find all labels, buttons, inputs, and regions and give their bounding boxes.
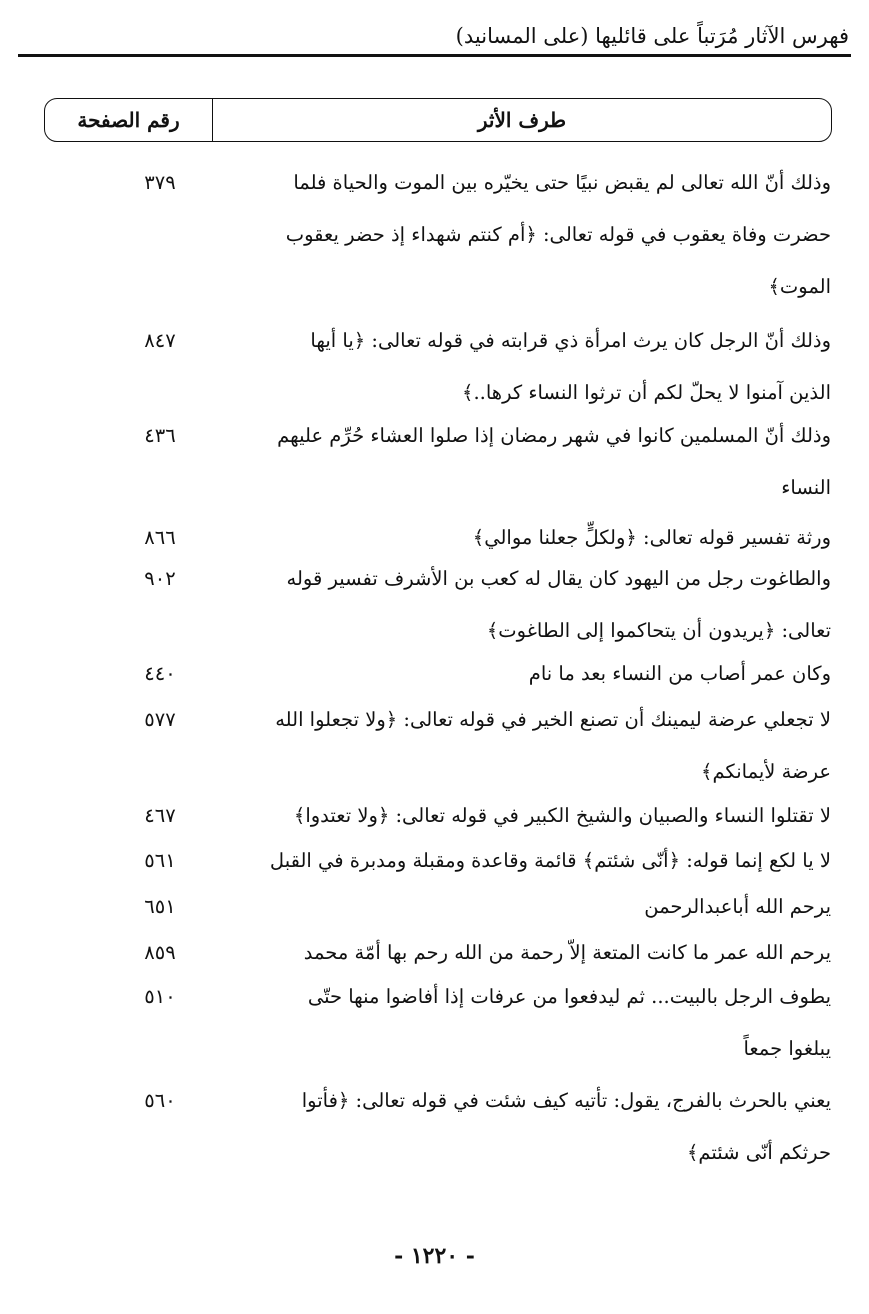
- entry-page-number: ٥٦٠: [144, 1089, 176, 1112]
- entry-athar-text: وذلك أنّ الرجل كان يرث امرأة ذي قرابته في قوله تعالى: ﴿يا أيها الذين آمنوا لا يحلّ لكم أن ترثوا النساء كرها..﴾: [310, 329, 831, 404]
- entry-page-number: ٩٠٢: [144, 567, 176, 590]
- entry-athar-text: وذلك أنّ المسلمين كانوا في شهر رمضان إذا صلوا العشاء حُرِّم عليهم النساء: [277, 424, 831, 499]
- entry-page-number: ٤٦٧: [144, 804, 176, 827]
- entry-athar-text: وكان عمر أصاب من النساء بعد ما نام: [528, 662, 831, 685]
- entry-athar-text: يطوف الرجل بالبيت... ثم ليدفعوا من عرفات إذا أفاضوا منها حتّى يبلغوا جمعاً: [307, 985, 831, 1060]
- running-header-title: فهرس الآثار مُرَتباً على قائليها (على المسانيد): [455, 24, 849, 48]
- column-header-athar: طرف الأثر: [212, 99, 831, 141]
- entry-athar-text: يرحم الله عمر ما كانت المتعة إلاّ رحمة من الله رحم بها أمّة محمد: [303, 941, 831, 964]
- entry-page-number: ٣٧٩: [144, 171, 176, 194]
- entry-athar-text: لا تجعلي عرضة ليمينك أن تصنع الخير في قوله تعالى: ﴿ولا تجعلوا الله عرضة لأيمانكم﴾: [275, 708, 831, 783]
- header-rule: [18, 54, 851, 57]
- entry-page-number: ٨٥٩: [144, 941, 176, 964]
- page-number: - ١٢٢٠ -: [394, 1243, 475, 1269]
- entry-athar-text: وذلك أنّ الله تعالى لم يقبض نبيًا حتى يخيّره بين الموت والحياة فلما حضرت وفاة يعقوب في قوله تعالى: ﴿أم كنتم شهداء إذ حضر يعقوب الموت﴾: [285, 171, 831, 298]
- entry-page-number: ٨٤٧: [144, 329, 176, 352]
- entry-athar-text: يعني بالحرث بالفرج، يقول: تأتيه كيف شئت في قوله تعالى: ﴿فأتوا حرثكم أنّى شئتم﴾: [301, 1089, 831, 1164]
- entry-athar-text: لا تقتلوا النساء والصبيان والشيخ الكبير في قوله تعالى: ﴿ولا تعتدوا﴾: [293, 804, 831, 827]
- entry-page-number: ٤٣٦: [144, 424, 176, 447]
- entry-athar-text: لا يا لكع إنما قوله: ﴿أنّى شئتم﴾ قائمة وقاعدة ومقبلة ومدبرة في القبل: [269, 849, 831, 872]
- entry-page-number: ٤٤٠: [144, 662, 176, 685]
- entry-page-number: ٥٧٧: [144, 708, 176, 731]
- entry-page-number: ٨٦٦: [144, 526, 176, 549]
- entry-page-number: ٥١٠: [144, 985, 176, 1008]
- column-header-page-number: رقم الصفحة: [77, 108, 180, 132]
- entry-athar-text: والطاغوت رجل من اليهود كان يقال له كعب بن الأشرف تفسير قوله تعالى: ﴿يريدون أن يتحاكموا إلى الطاغوت﴾: [286, 567, 831, 642]
- entry-athar-text: يرحم الله أباعبدالرحمن: [644, 895, 831, 918]
- entry-page-number: ٥٦١: [144, 849, 176, 872]
- index-table-header: [44, 98, 832, 142]
- entry-athar-text: ورثة تفسير قوله تعالى: ﴿ولكلٍّ جعلنا موالي﴾: [472, 526, 831, 549]
- entry-page-number: ٦٥١: [144, 895, 176, 918]
